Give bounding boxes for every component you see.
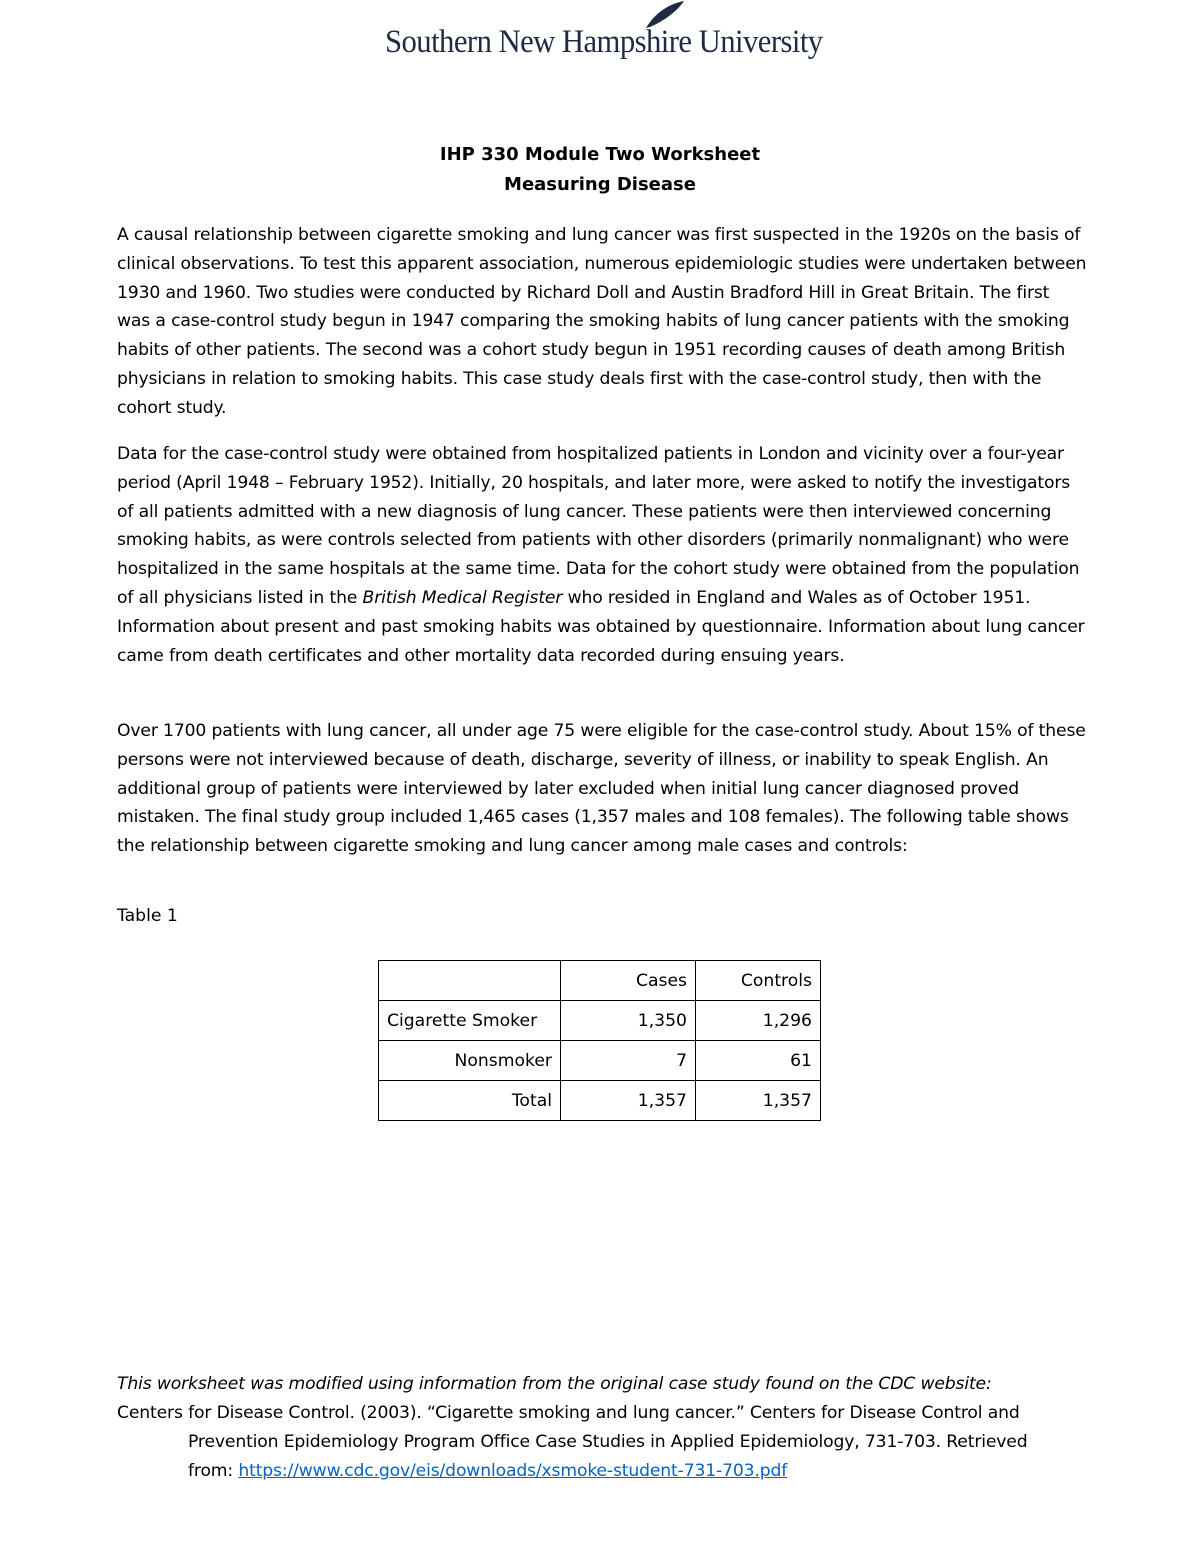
table-header-cell: Cases xyxy=(561,961,696,1001)
university-logo xyxy=(385,0,823,70)
register-name: British Medical Register xyxy=(362,587,563,608)
paragraph-3 xyxy=(117,717,1087,861)
cdc-source-link[interactable]: https://www.cdc.gov/eis/downloads/xsmoke-student-731-703.pdf xyxy=(238,1461,788,1481)
paragraph-2-text-b: who resided in England and Wales as of October 1951. Information about present and past smoking habits was obtained by questionnaire. Information about lung cancer came from death certificates and other mortality data recorded during ensuing years. xyxy=(117,587,1085,666)
logo-text: Southern New Hampshire University xyxy=(385,24,823,60)
citation-from-label: from: xyxy=(188,1461,239,1481)
table-row-label: Total xyxy=(379,1081,561,1121)
table-header-cell: Controls xyxy=(696,961,821,1001)
table-row xyxy=(379,1041,821,1081)
table-cell: 1,350 xyxy=(561,1001,696,1041)
table-cell: 1,357 xyxy=(696,1081,821,1121)
data-table xyxy=(378,960,821,1121)
paragraph-2 xyxy=(117,440,1087,670)
table-cell: 1,296 xyxy=(696,1001,821,1041)
table-header-row xyxy=(379,961,821,1001)
footer-citation xyxy=(117,1370,1087,1486)
paragraph-1 xyxy=(117,221,1087,423)
citation-line-1: Centers for Disease Control. (2003). “Cigarette smoking and lung cancer.” Centers for Disease Control and xyxy=(117,1403,1020,1423)
citation-line-2: Prevention Epidemiology Program Office Case Studies in Applied Epidemiology, 731-703. Retrieved xyxy=(188,1432,1028,1452)
table-cell: 61 xyxy=(696,1041,821,1081)
leaf-icon xyxy=(640,0,690,30)
paragraph-2-text-a: Data for the case-control study were obtained from hospitalized patients in London and vicinity over a four-year period (April 1948 – February 1952). Initially, 20 hospitals, and later more, were asked to notify the investigators of all patients admitted with a new diagnosis of lung cancer. These patients were then interviewed concerning smoking habits, as were controls selected from patients with other disorders (primarily nonmalignant) who were hospitalized in the same hospitals at the same time. Data for the cohort study were obtained from the population of all physicians listed in the xyxy=(117,444,1080,608)
paragraph-3-text: Over 1700 patients with lung cancer, all under age 75 were eligible for the case-control study. About 15% of these persons were not interviewed because of death, discharge, severity of illness, or inability to speak English. An additional group of patients were interviewed by later excluded when initial lung cancer diagnosed proved mistaken. The final study group included 1,465 cases (1,357 males and 108 females). The following table shows the relationship between cigarette smoking and lung cancer among male cases and controls: xyxy=(117,721,1086,857)
table-header-cell xyxy=(379,961,561,1001)
table-cell: 7 xyxy=(561,1041,696,1081)
table-row xyxy=(379,1081,821,1121)
citation-line-3 xyxy=(117,1457,1087,1486)
table-label: Table 1 xyxy=(117,906,178,926)
table-row xyxy=(379,1001,821,1041)
table-row-label: Cigarette Smoker xyxy=(379,1001,561,1041)
document-title xyxy=(0,140,1200,200)
title-line-2: Measuring Disease xyxy=(504,174,696,195)
paragraph-1-text: A causal relationship between cigarette smoking and lung cancer was first suspected in the 1920s on the basis of clinical observations. To test this apparent association, numerous epidemiologic studies were undertaken between 1930 and 1960. Two studies were conducted by Richard Doll and Austin Bradford Hill in Great Britain. The first was a case-control study begun in 1947 comparing the smoking habits of lung cancer patients with the smoking habits of other patients. The second was a cohort study begun in 1951 recording causes of death among British physicians in relation to smoking habits. This case study deals first with the case-control study, then with the cohort study. xyxy=(117,225,1087,418)
table-cell: 1,357 xyxy=(561,1081,696,1121)
table-row-label: Nonsmoker xyxy=(379,1041,561,1081)
source-note: This worksheet was modified using information from the original case study found on the CDC website: xyxy=(117,1374,992,1394)
title-line-1: IHP 330 Module Two Worksheet xyxy=(439,144,761,165)
